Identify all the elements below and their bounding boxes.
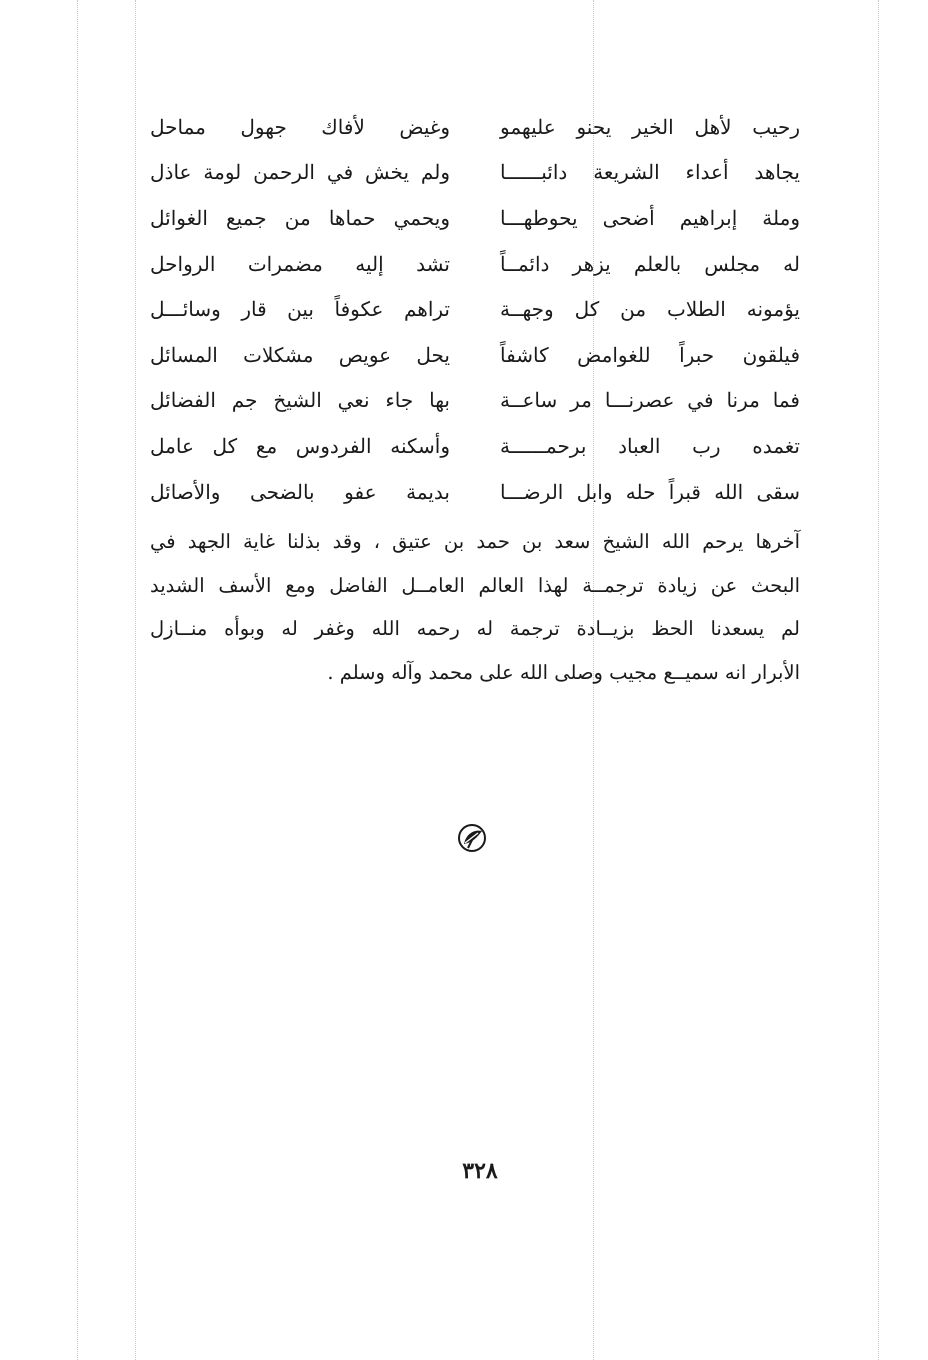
- verse-row: [150, 332, 800, 378]
- verse-row: [150, 286, 800, 332]
- verse-row: [150, 423, 800, 469]
- verse-first-hemistich: سقى الله قبراً حله وابل الرضـــا: [500, 479, 800, 504]
- leaf-ornament-icon: [456, 822, 488, 854]
- verse-row: [150, 241, 800, 287]
- prose-line: الأبرار انه سميــع مجيب وصلى الله على محمد وآله وسلم .: [327, 660, 800, 684]
- verse-row: [150, 150, 800, 196]
- verse-row: [150, 378, 800, 424]
- verse-first-hemistich: يؤمونه الطلاب من كل وجهــة: [500, 297, 800, 322]
- verse-first-hemistich: تغمده رب العباد برحمــــــة: [500, 433, 800, 458]
- verse-first-hemistich: فيلقون حبراً للغوامض كاشفاً: [500, 342, 800, 367]
- verse-second-hemistich: يحل عويص مشكلات المسائل: [150, 342, 450, 367]
- verse-second-hemistich: وغيض لأفاك جهول مماحل: [150, 114, 450, 139]
- verse-second-hemistich: بها جاء نعي الشيخ جم الفضائل: [150, 388, 450, 413]
- verse-first-hemistich: فما مرنا في عصرنـــا مر ساعــة: [500, 388, 800, 413]
- verse-second-hemistich: تشد إليه مضمرات الرواحل: [150, 251, 450, 276]
- verse-row: [150, 104, 800, 150]
- verse-first-hemistich: يجاهد أعداء الشريعة دائبــــــا: [500, 160, 800, 185]
- verse-row: [150, 469, 800, 515]
- scan-artifact-line: [135, 0, 136, 1360]
- verse-second-hemistich: بديمة عفو بالضحى والأصائل: [150, 479, 450, 504]
- page-number: ٣٢٨: [462, 1158, 498, 1184]
- verse-first-hemistich: له مجلس بالعلم يزهر دائمــاً: [500, 251, 800, 276]
- verse-second-hemistich: ولم يخش في الرحمن لومة عاذل: [150, 160, 450, 185]
- prose-line: آخرها يرحم الله الشيخ سعد بن حمد بن عتيق ، وقد بذلنا غاية الجهد في: [150, 530, 800, 553]
- verse-second-hemistich: تراهم عكوفاً بين قار وسائـــل: [150, 297, 450, 322]
- verse-first-hemistich: وملة إبراهيم أضحى يحوطهـــا: [500, 205, 800, 230]
- scan-artifact-line: [77, 0, 78, 1360]
- prose-paragraph: [150, 520, 800, 694]
- poem: [150, 104, 800, 514]
- verse-second-hemistich: ويحمي حماها من جميع الغوائل: [150, 205, 450, 230]
- prose-line: لم يسعدنا الحظ بزيــادة ترجمة له رحمه الله وغفر له وبوأه منــازل: [150, 617, 800, 640]
- verse-first-hemistich: رحيب لأهل الخير يحنو عليهمو: [500, 114, 800, 139]
- prose-line: البحث عن زيادة ترجمــة لهذا العالم العامــل الفاضل ومع الأسف الشديد: [150, 573, 800, 597]
- scan-artifact-line: [878, 0, 879, 1360]
- verse-row: [150, 195, 800, 241]
- verse-second-hemistich: وأسكنه الفردوس مع كل عامل: [150, 433, 450, 458]
